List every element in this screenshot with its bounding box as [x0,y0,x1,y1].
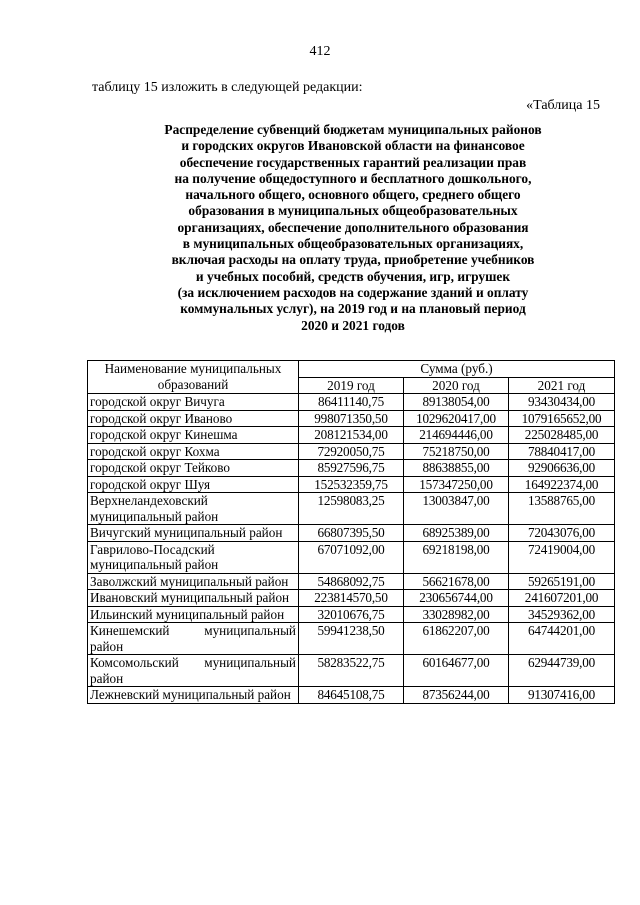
row-value-2021: 59265191,00 [509,573,615,590]
row-value-2020: 33028982,00 [404,606,509,623]
table-row [88,687,615,704]
row-value-2021: 13588765,00 [509,493,615,525]
row-name: Заволжский муниципальный район [88,573,299,590]
row-value-2021: 64744201,00 [509,623,615,655]
row-value-2019: 998071350,50 [299,410,404,427]
heading-line: (за исключением расходов на содержание зданий и оплату [177,284,529,300]
row-value-2020: 13003847,00 [404,493,509,525]
heading-line: Распределение субвенций бюджетам муниципальных районов [164,122,542,137]
row-value-2021: 93430434,00 [509,394,615,411]
heading-line: начального общего, основного общего, среднего общего [185,187,521,203]
header-name: Наименование муниципальных образований [88,361,299,394]
heading-line: обеспечение государственных гарантий реализации прав [179,154,527,170]
table-row [88,573,615,590]
row-value-2020: 88638855,00 [404,460,509,477]
row-name: Комсомольский муниципальный район [88,655,299,687]
heading-line: и учебных пособий, средств обучения, игр, игрушек [195,268,511,284]
row-value-2019: 67071092,00 [299,541,404,573]
heading-line: организациях, обеспечение дополнительного образования [177,219,529,235]
table-row [88,427,615,444]
row-name: Кинешемский муниципальный район [88,623,299,655]
row-value-2021: 164922374,00 [509,476,615,493]
row-name: Вичугский муниципальный район [88,525,299,542]
row-name: городской округ Кохма [88,443,299,460]
row-value-2020: 75218750,00 [404,443,509,460]
row-name: Лежневский муниципальный район [88,687,299,704]
table-heading [92,122,614,334]
row-name: Гаврилово-Посадский муниципальный район [88,541,299,573]
table-row [88,443,615,460]
table-row [88,655,615,687]
row-value-2021: 241607201,00 [509,590,615,607]
table-label: «Таблица 15 [526,98,600,113]
row-name: городской округ Тейково [88,460,299,477]
table-row [88,460,615,477]
header-year-2019: 2019 год [299,377,404,394]
row-value-2019: 32010676,75 [299,606,404,623]
row-value-2020: 214694446,00 [404,427,509,444]
row-name: Ильинский муниципальный район [88,606,299,623]
row-value-2021: 62944739,00 [509,655,615,687]
row-value-2019: 72920050,75 [299,443,404,460]
row-value-2019: 54868092,75 [299,573,404,590]
row-value-2020: 56621678,00 [404,573,509,590]
heading-line: 2020 и 2021 годов [301,317,405,333]
row-value-2020: 61862207,00 [404,623,509,655]
heading-line: образования в муниципальных общеобразовательных [188,203,518,219]
subvention-table [87,360,615,704]
row-name: городской округ Кинешма [88,427,299,444]
row-value-2021: 72043076,00 [509,525,615,542]
row-value-2021: 78840417,00 [509,443,615,460]
heading-line: коммунальных услуг), на 2019 год и на плановый период [180,301,526,317]
row-value-2019: 12598083,25 [299,493,404,525]
header-sum: Сумма (руб.) [299,361,615,378]
row-value-2019: 59941238,50 [299,623,404,655]
row-value-2019: 84645108,75 [299,687,404,704]
heading-line: на получение общедоступного и бесплатного дошкольного, [174,170,532,186]
row-value-2020: 87356244,00 [404,687,509,704]
row-name: городской округ Иваново [88,410,299,427]
table-row [88,623,615,655]
row-value-2020: 1029620417,00 [404,410,509,427]
row-name: Ивановский муниципальный район [88,590,299,607]
row-value-2020: 230656744,00 [404,590,509,607]
row-value-2019: 223814570,50 [299,590,404,607]
row-value-2020: 68925389,00 [404,525,509,542]
row-value-2019: 85927596,75 [299,460,404,477]
row-value-2019: 86411140,75 [299,394,404,411]
row-value-2020: 89138054,00 [404,394,509,411]
row-value-2021: 225028485,00 [509,427,615,444]
heading-line: в муниципальных общеобразовательных организациях, [182,236,524,252]
row-name: Верхнеландеховский муниципальный район [88,493,299,525]
row-value-2019: 208121534,00 [299,427,404,444]
row-value-2021: 91307416,00 [509,687,615,704]
row-value-2020: 157347250,00 [404,476,509,493]
row-name: городской округ Шуя [88,476,299,493]
row-name: городской округ Вичуга [88,394,299,411]
row-value-2019: 66807395,50 [299,525,404,542]
header-year-2021: 2021 год [509,377,615,394]
table-row [88,606,615,623]
header-year-2020: 2020 год [404,377,509,394]
row-value-2021: 34529362,00 [509,606,615,623]
table-row [88,525,615,542]
table-row [88,590,615,607]
table-row [88,410,615,427]
row-value-2019: 58283522,75 [299,655,404,687]
heading-line: и городских округов Ивановской области на финансовое [181,138,525,154]
row-value-2021: 72419004,00 [509,541,615,573]
row-value-2019: 152532359,75 [299,476,404,493]
table-row [88,476,615,493]
row-value-2020: 60164677,00 [404,655,509,687]
table-header-row [88,361,615,378]
heading-line: включая расходы на оплату труда, приобретение учебников [171,252,535,268]
row-value-2021: 1079165652,00 [509,410,615,427]
row-value-2020: 69218198,00 [404,541,509,573]
table-row [88,493,615,525]
intro-text: таблицу 15 изложить в следующей редакции: [92,80,363,95]
row-value-2021: 92906636,00 [509,460,615,477]
page-number: 412 [309,44,331,59]
table-row [88,394,615,411]
table-row [88,541,615,573]
